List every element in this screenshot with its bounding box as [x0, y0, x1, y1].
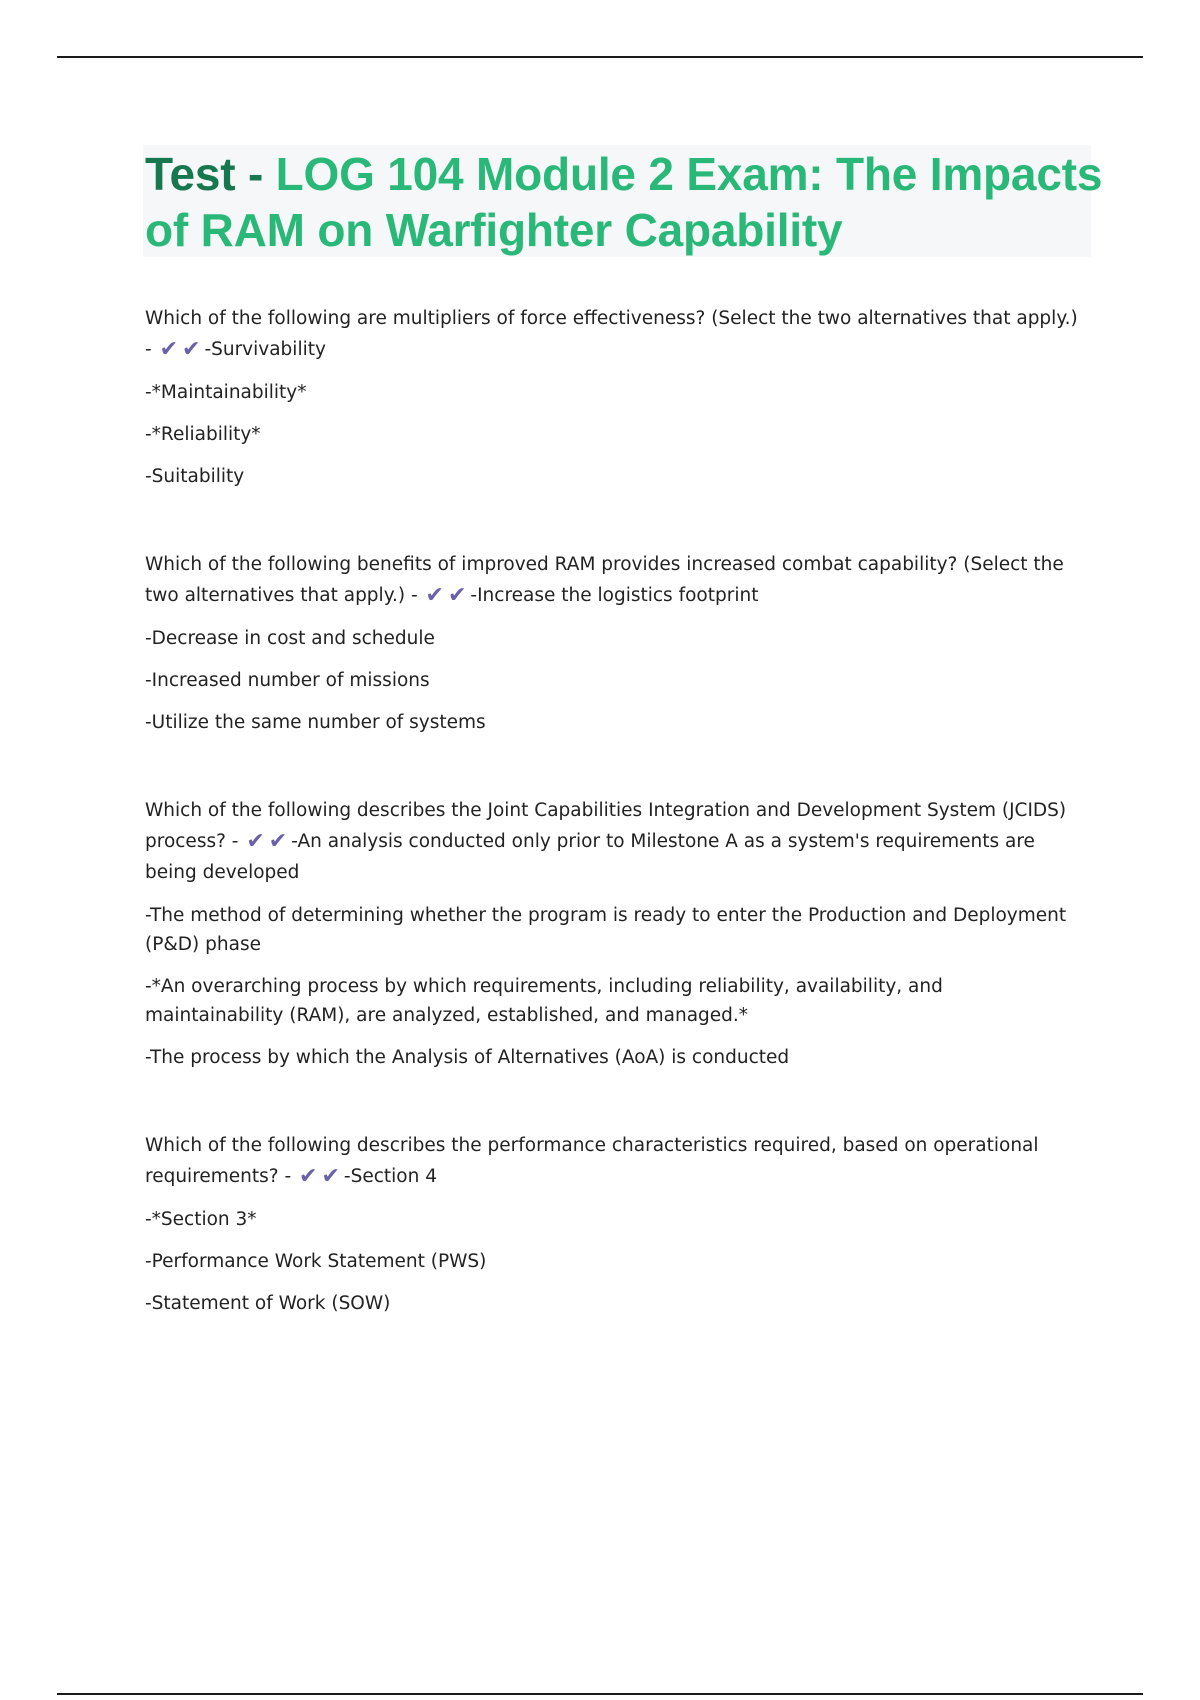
answer-option: -Section 4 — [343, 1166, 437, 1187]
answer-option: -An analysis conducted only prior to Milestone A as a system's requirements are being developed — [145, 831, 1035, 883]
answer-option: -Increased number of missions — [145, 670, 430, 691]
question-1 — [145, 303, 1085, 491]
answer-option: -The process by which the Analysis of Alternatives (AoA) is conducted — [145, 1047, 790, 1068]
question-prompt: Which of the following describes the Joint Capabilities Integration and Development System (JCIDS) process? - — [145, 800, 1067, 852]
answer-option: -*Maintainability* — [145, 382, 307, 403]
question-2 — [145, 549, 1085, 737]
question-text — [145, 795, 1085, 888]
question-text — [145, 549, 1085, 611]
answer-option: -*Section 3* — [145, 1209, 257, 1230]
double-check-icon: ✔✔ — [159, 337, 205, 362]
question-prompt: Which of the following are multipliers of force effectiveness? (Select the two alternatives that apply.) - — [145, 308, 1078, 360]
question-3 — [145, 795, 1085, 1072]
double-check-icon: ✔✔ — [299, 1164, 344, 1189]
answer-option: -Suitability — [145, 466, 245, 487]
question-4 — [145, 1130, 1085, 1318]
answer-option: -Utilize the same number of systems — [145, 712, 486, 733]
double-check-icon: ✔✔ — [425, 583, 471, 608]
answer-option: -Statement of Work (SOW) — [145, 1293, 391, 1314]
answer-option: -Decrease in cost and schedule — [145, 628, 435, 649]
bottom-rule — [57, 1693, 1143, 1695]
title-lead: Test - — [145, 148, 276, 200]
answer-option: -*An overarching process by which requirements, including reliability, availability, and maintainability (RAM), are analyzed, established, and managed.* — [145, 976, 943, 1026]
answer-option: -*Reliability* — [145, 424, 261, 445]
top-rule — [57, 56, 1143, 58]
question-prompt: Which of the following describes the performance characteristics required, based on operational requirements? - — [145, 1135, 1039, 1187]
question-text — [145, 1130, 1085, 1192]
page-title — [145, 146, 1105, 258]
answer-option: -Performance Work Statement (PWS) — [145, 1251, 487, 1272]
answer-option: -Survivability — [204, 339, 326, 360]
answer-option: -Increase the logistics footprint — [470, 585, 759, 606]
question-text — [145, 303, 1085, 365]
question-list — [145, 303, 1085, 1376]
title-rest: LOG 104 Module 2 Exam: The Impacts of RAM on Warfighter Capability — [145, 148, 1103, 256]
double-check-icon: ✔✔ — [246, 829, 292, 854]
answer-option: -The method of determining whether the program is ready to enter the Production and Deployment (P&D) phase — [145, 905, 1067, 955]
question-prompt: Which of the following benefits of improved RAM provides increased combat capability? (Select the two alternatives that apply.) - — [145, 554, 1064, 606]
